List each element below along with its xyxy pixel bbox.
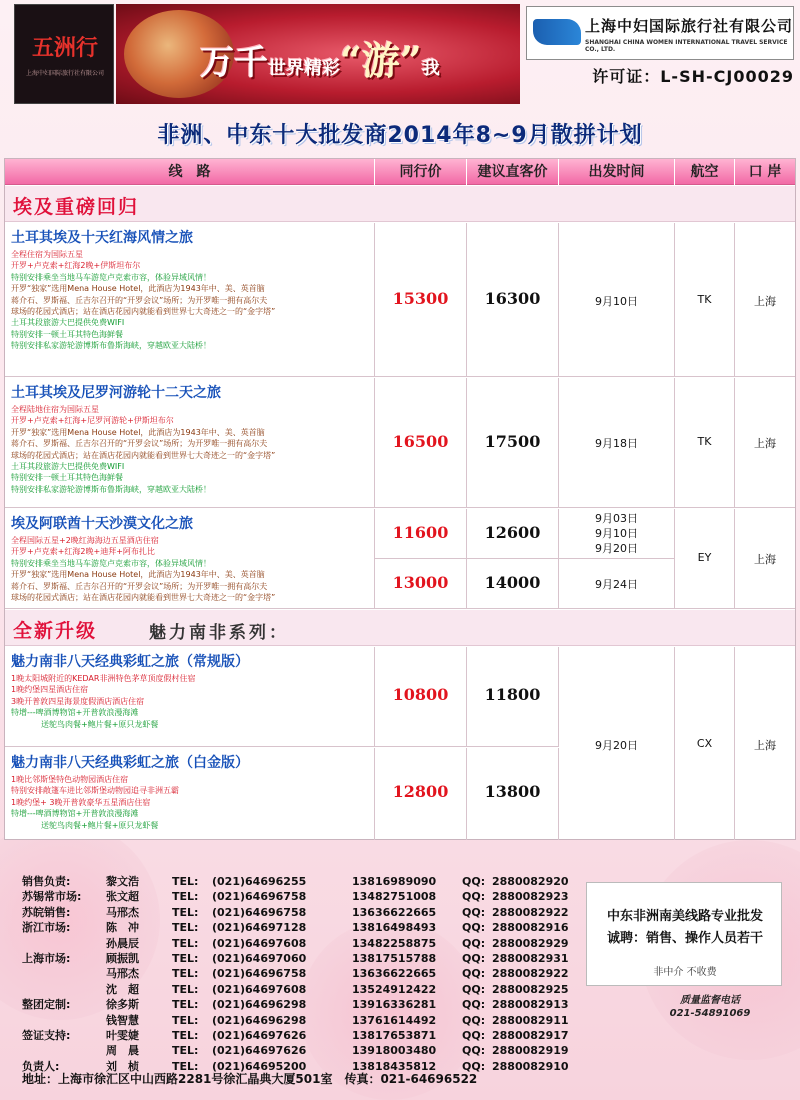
port-city: 上海 <box>754 739 776 752</box>
contact-qq-label: QQ: <box>462 951 486 965</box>
contact-qq: 2880082916 <box>492 921 569 935</box>
business-scope: 中东非洲南美线路专业批发 <box>606 909 763 924</box>
route-detail: 球场的花园式酒店；站在酒店花园内就能看到世界七大奇迹之一的“金字塔” <box>11 450 276 460</box>
page-title: 非洲、中东十大批发商2014年8~9月散拼计划 <box>157 123 643 148</box>
contact-name: 徐多斯 <box>106 998 139 1012</box>
contact-qq: 2880082919 <box>492 1044 569 1058</box>
route-title: 土耳其埃及尼罗河游轮十二天之旅 <box>11 385 221 401</box>
route-detail: 开罗+卢克索+红海+尼罗河游轮+伊斯坦布尔 <box>11 416 174 426</box>
contact-tel-label: TEL: <box>172 1059 199 1073</box>
contact-name: 孙晨辰 <box>106 936 139 950</box>
route-detail: 蒋介石、罗斯福、丘吉尔召开的“开罗会议”场所；为开罗唯一拥有高尔夫 <box>11 295 268 305</box>
peer-price: 10800 <box>392 685 449 704</box>
contact-name: 马邢杰 <box>106 967 139 981</box>
contact-mobile: 13482751008 <box>352 890 437 904</box>
no-fee-note: 非中介 不收费 <box>653 967 717 978</box>
company-name: 上海中妇国际旅行社有限公司 <box>585 17 794 35</box>
contact-qq: 2880082911 <box>492 1013 569 1027</box>
departure-cell <box>559 378 675 507</box>
departure-date: 9月03日 <box>595 512 638 525</box>
route-title: 埃及阿联酋十天沙漠文化之旅 <box>11 516 193 532</box>
contact-mobile: 13482258875 <box>352 936 437 950</box>
contact-name: 马邢杰 <box>106 905 139 919</box>
contact-tel-label: TEL: <box>172 951 199 965</box>
route-detail: 开罗“独家”选用Mena House Hotel，此酒店为1943年中、美、英首脑 <box>11 284 265 294</box>
section-title: 全新升级 <box>13 620 98 642</box>
route-detail: 开罗+卢克索+红海2晚+迪拜+阿布扎比 <box>11 547 155 557</box>
south-africa-group <box>5 647 795 840</box>
retail-price-cell <box>467 748 559 840</box>
route-cell <box>5 509 375 608</box>
port-city: 上海 <box>754 553 776 566</box>
contact-qq-label: QQ: <box>462 998 486 1012</box>
header-peer-price: 同行价 <box>375 159 467 185</box>
contact-qq-label: QQ: <box>462 890 486 904</box>
route-detail: 开罗“独家”选用Mena House Hotel，此酒店为1943年中、美、英首脑 <box>11 427 265 437</box>
port-cell <box>735 509 795 608</box>
contact-tel: (021)64696758 <box>212 905 307 919</box>
departure-date: 9月10日 <box>595 295 638 308</box>
table-row <box>5 223 795 377</box>
route-detail: 开罗+卢克索+红海2晚+伊斯坦布尔 <box>11 261 141 271</box>
contact-tel: (021)64697626 <box>212 1028 307 1042</box>
airline-code: TK <box>697 293 712 306</box>
section-header-egypt <box>5 186 795 222</box>
logo-text: 五洲行 <box>31 35 98 61</box>
route-detail: 土耳其段旅游大巴提供免费WIFI <box>11 462 125 472</box>
airline-code: TK <box>697 435 712 448</box>
route-cell <box>5 748 375 840</box>
route-detail: 开罗“独家”选用Mena House Hotel，此酒店为1943年中、美、英首脑 <box>11 570 265 580</box>
route-detail: 特别安排乘坐当地马车游览卢克索市容，体验异域风情！ <box>11 272 211 282</box>
airline-code: CX <box>696 737 713 750</box>
company-address: 地址：上海市徐汇区中山西路2281号徐汇晶典大厦501室 传真：021-64696522 <box>22 1072 478 1086</box>
contact-name: 叶雯婕 <box>106 1028 139 1042</box>
route-title: 魅力南非八天经典彩虹之旅（白金版） <box>11 755 249 771</box>
contact-tel-label: TEL: <box>172 1028 199 1042</box>
contact-name: 刘 桢 <box>106 1059 139 1073</box>
route-detail: 送鸵鸟肉餐+鲍片餐+原只龙虾餐 <box>41 820 159 830</box>
peer-price-cell <box>375 748 467 840</box>
contact-qq: 2880082910 <box>492 1059 569 1073</box>
airline-cell <box>675 378 735 507</box>
cell-divider <box>467 558 558 559</box>
logo-subtext: 上海中妇国际旅行社有限公司 <box>25 70 104 77</box>
contact-role: 整团定制: <box>22 998 71 1012</box>
table-row <box>5 509 795 609</box>
contact-row <box>22 936 592 951</box>
quality-hotline <box>630 994 790 1020</box>
route-detail: 特别安排私家游轮游博斯布鲁斯海峡，穿越欧亚大陆桥！ <box>11 341 211 351</box>
contact-role: 苏锡常市场: <box>22 890 82 904</box>
contact-qq-label: QQ: <box>462 1028 486 1042</box>
contact-tel: (021)64696758 <box>212 967 307 981</box>
retail-price: 17500 <box>484 432 541 451</box>
contact-qq-label: QQ: <box>462 875 486 888</box>
retail-price-cell <box>467 378 559 507</box>
cell-divider <box>375 558 466 559</box>
contact-tel-label: TEL: <box>172 875 199 888</box>
contact-tel-label: TEL: <box>172 921 199 935</box>
port-city: 上海 <box>754 437 776 450</box>
contact-tel-label: TEL: <box>172 998 199 1012</box>
peer-price-cell <box>375 509 467 608</box>
route-cell <box>5 223 375 376</box>
company-logo <box>526 6 794 60</box>
contact-qq: 2880082920 <box>492 875 569 888</box>
contact-qq-label: QQ: <box>462 967 486 981</box>
route-detail: 1晚比邻斯堡特色动物园酒店住宿 <box>11 775 129 784</box>
contact-row <box>22 982 592 997</box>
table-header <box>5 159 795 185</box>
port-cell <box>735 378 795 507</box>
peer-price: 13000 <box>392 573 449 592</box>
contact-tel: (021)64697626 <box>212 1044 307 1058</box>
header-airline: 航空 <box>675 159 735 185</box>
contact-qq: 2880082922 <box>492 967 569 981</box>
contact-qq: 2880082929 <box>492 936 569 950</box>
departure-cell <box>559 223 675 376</box>
contact-name: 陈 冲 <box>106 921 139 935</box>
contact-role: 浙江市场: <box>22 921 71 935</box>
retail-price: 13800 <box>484 782 541 801</box>
contact-qq-label: QQ: <box>462 1044 486 1058</box>
license-number: 许可证：L-SH-CJ00029 <box>592 67 794 86</box>
slogan-part: 我 <box>421 58 440 79</box>
contact-row <box>22 1028 592 1043</box>
route-detail: 1晚约堡四星酒店住宿 <box>11 685 89 695</box>
route-detail: 1晚太阳城附近的KEDAR非洲特色茅草顶度假村住宿 <box>11 674 196 683</box>
peer-price-cell <box>375 378 467 507</box>
contact-qq: 2880082923 <box>492 890 569 904</box>
contact-qq: 2880082922 <box>492 905 569 919</box>
peer-price: 11600 <box>392 523 449 542</box>
hotline-label: 质量监督电话 <box>680 995 740 1006</box>
route-detail: 全程住宿为国际五星 <box>11 250 83 259</box>
route-detail: 特别安排乘坐当地马车游览卢克索市容，体验异域风情！ <box>11 558 211 568</box>
peer-price: 16500 <box>392 432 449 451</box>
company-mark-icon <box>533 19 581 45</box>
contact-qq-label: QQ: <box>462 936 486 950</box>
contact-list <box>22 874 592 1074</box>
contact-qq-label: QQ: <box>462 921 486 935</box>
contact-name: 张文超 <box>106 890 139 904</box>
contact-name: 周 晨 <box>106 1044 139 1058</box>
retail-price-cell <box>467 223 559 376</box>
contact-qq: 2880082925 <box>492 982 569 996</box>
route-detail: 蒋介石、罗斯福、丘吉尔召开的“开罗会议”场所；为开罗唯一拥有高尔夫 <box>11 439 268 449</box>
retail-price: 14000 <box>484 573 541 592</box>
contact-mobile: 13636622665 <box>352 967 437 981</box>
contact-mobile: 13916336281 <box>352 998 437 1012</box>
peer-price-cell <box>375 223 467 376</box>
slogan-part: 世界精彩 <box>268 58 340 79</box>
route-cell <box>5 647 375 746</box>
recruit-notice: 诚聘：销售、操作人员若干 <box>606 931 763 946</box>
contact-mobile: 13817515788 <box>352 951 437 965</box>
contact-row <box>22 997 592 1012</box>
table-row <box>5 378 795 508</box>
contact-qq: 2880082917 <box>492 1028 569 1042</box>
contact-tel-label: TEL: <box>172 905 199 919</box>
route-detail: 特别安排一顿土耳其特色海鲜餐 <box>11 473 123 483</box>
route-title: 魅力南非八天经典彩虹之旅（常规版） <box>11 654 249 670</box>
section-subtitle: 魅力南非系列： <box>149 623 289 643</box>
route-detail: 特增---啤酒博物馆+开普敦浪漫海滩 <box>11 708 139 718</box>
contact-qq-label: QQ: <box>462 905 486 919</box>
contact-qq-label: QQ: <box>462 1013 486 1027</box>
contact-name: 黎文浩 <box>106 875 139 888</box>
contact-tel-label: TEL: <box>172 890 199 904</box>
slogan-part: 万千 <box>200 43 268 83</box>
header-route: 线 路 <box>5 159 375 185</box>
section-title: 埃及重磅回归 <box>13 196 140 218</box>
contact-name: 顾振凯 <box>106 951 139 965</box>
route-detail: 球场的花园式酒店；站在酒店花园内就能看到世界七大奇迹之一的“金字塔” <box>11 593 276 603</box>
port-cell <box>735 223 795 376</box>
contact-mobile: 13816498493 <box>352 921 437 935</box>
banner-image <box>116 4 520 104</box>
contact-tel-label: TEL: <box>172 982 199 996</box>
airline-code: EY <box>697 551 712 564</box>
contact-qq-label: QQ: <box>462 982 486 996</box>
route-detail: 全程陆地住宿为国际五星 <box>11 405 99 414</box>
company-name-en: SHANGHAI CHINA WOMEN INTERNATIONAL TRAVEL SERVICE CO., LTD. <box>585 39 788 53</box>
route-detail: 球场的花园式酒店；站在酒店花园内就能看到世界七大奇迹之一的“金字塔” <box>11 307 276 317</box>
route-detail: 土耳其段旅游大巴提供免费WIFI <box>11 318 125 328</box>
header-departure: 出发时间 <box>559 159 675 185</box>
route-cell <box>5 378 375 507</box>
contact-role: 签证支持: <box>22 1028 71 1042</box>
banner-slogan <box>200 30 520 85</box>
contact-name: 沈 超 <box>106 982 139 996</box>
contact-row <box>22 920 592 935</box>
contact-qq: 2880082931 <box>492 951 569 965</box>
route-detail: 1晚约堡+ 3晚开普敦豪华五星酒店住宿 <box>11 797 151 807</box>
route-detail: 特别安排敞篷车进比邻斯堡动物园追寻非洲五霸 <box>11 786 179 796</box>
contact-tel: (021)64696298 <box>212 998 307 1012</box>
section-header-south-africa <box>5 610 795 646</box>
schedule-table <box>4 158 796 840</box>
contact-tel: (021)64696255 <box>212 875 307 888</box>
hotline-number: 021-54891069 <box>669 1008 751 1019</box>
contact-tel-label: TEL: <box>172 1044 199 1058</box>
retail-price: 16300 <box>484 289 541 308</box>
route-detail: 送鸵鸟肉餐+鲍片餐+原只龙虾餐 <box>41 719 159 729</box>
retail-price: 11800 <box>484 685 541 704</box>
contact-tel: (021)64697608 <box>212 936 307 950</box>
contact-mobile: 13818435812 <box>352 1059 437 1073</box>
route-detail: 特增---啤酒博物馆+开普敦浪漫海滩 <box>11 809 139 819</box>
departure-date: 9月20日 <box>595 739 638 752</box>
peer-price: 12800 <box>392 782 449 801</box>
contact-row <box>22 1013 592 1028</box>
airline-cell <box>675 223 735 376</box>
retail-price: 12600 <box>484 523 541 542</box>
retail-price-cell <box>467 509 559 608</box>
cell-divider <box>559 558 674 559</box>
route-detail: 特别安排私家游轮游博斯布鲁斯海峡，穿越欧亚大陆桥！ <box>11 484 211 494</box>
contact-tel: (021)64697060 <box>212 951 307 965</box>
departure-cell <box>559 647 675 840</box>
contact-mobile: 13761614492 <box>352 1013 437 1027</box>
port-city: 上海 <box>754 295 776 308</box>
contact-role: 上海市场: <box>22 951 71 965</box>
peer-price: 15300 <box>392 289 449 308</box>
route-title: 土耳其埃及十天红海风情之旅 <box>11 230 193 246</box>
contact-tel-label: TEL: <box>172 1013 199 1027</box>
route-detail: 全程国际五星+2晚红海海边五星酒店住宿 <box>11 536 159 545</box>
departure-date: 9月18日 <box>595 437 638 450</box>
contact-role: 苏皖销售: <box>22 905 71 919</box>
contact-role: 负责人: <box>22 1059 60 1073</box>
recruit-box <box>586 882 782 986</box>
contact-qq-label: QQ: <box>462 1059 486 1073</box>
route-detail: 3晚开普敦四星海景度假酒店酒店住宿 <box>11 696 145 706</box>
departure-date: 9月24日 <box>595 578 638 591</box>
contact-row <box>22 1043 592 1058</box>
contact-tel: (021)64697608 <box>212 982 307 996</box>
contact-row <box>22 874 592 889</box>
page-header <box>0 0 800 110</box>
departure-cell <box>559 509 675 608</box>
contact-tel: (021)64695200 <box>212 1059 307 1073</box>
contact-mobile: 13524912422 <box>352 982 437 996</box>
contact-row <box>22 905 592 920</box>
contact-tel-label: TEL: <box>172 936 199 950</box>
contact-mobile: 13636622665 <box>352 905 437 919</box>
contact-tel-label: TEL: <box>172 967 199 981</box>
contact-tel: (021)64696758 <box>212 890 307 904</box>
contact-mobile: 13817653871 <box>352 1028 437 1042</box>
header-port: 口 岸 <box>748 164 782 180</box>
header-retail-price: 建议直客价 <box>467 159 559 185</box>
table-row <box>5 647 559 747</box>
route-detail: 蒋介石、罗斯福、丘吉尔召开的“开罗会议”场所；为开罗唯一拥有高尔夫 <box>11 581 268 591</box>
airline-cell <box>675 647 735 840</box>
port-cell <box>735 647 795 840</box>
contact-role: 销售负责: <box>22 875 71 888</box>
retail-price-cell <box>467 647 559 746</box>
contact-row <box>22 966 592 981</box>
contact-tel: (021)64697128 <box>212 921 307 935</box>
contact-row <box>22 951 592 966</box>
contact-name: 钱智慧 <box>106 1013 139 1027</box>
slogan-part: “游” <box>340 38 422 83</box>
route-detail: 特别安排一顿土耳其特色海鲜餐 <box>11 329 123 339</box>
contact-mobile: 13918003480 <box>352 1044 437 1058</box>
peer-price-cell <box>375 647 467 746</box>
airline-cell <box>675 509 735 608</box>
table-row <box>5 748 559 840</box>
brand-logo <box>14 4 114 104</box>
departure-date: 9月10日 <box>595 527 638 540</box>
contact-mobile: 13816989090 <box>352 875 437 888</box>
departure-date: 9月20日 <box>595 542 638 555</box>
contact-qq: 2880082913 <box>492 998 569 1012</box>
contact-row <box>22 889 592 904</box>
contact-tel: (021)64696298 <box>212 1013 307 1027</box>
